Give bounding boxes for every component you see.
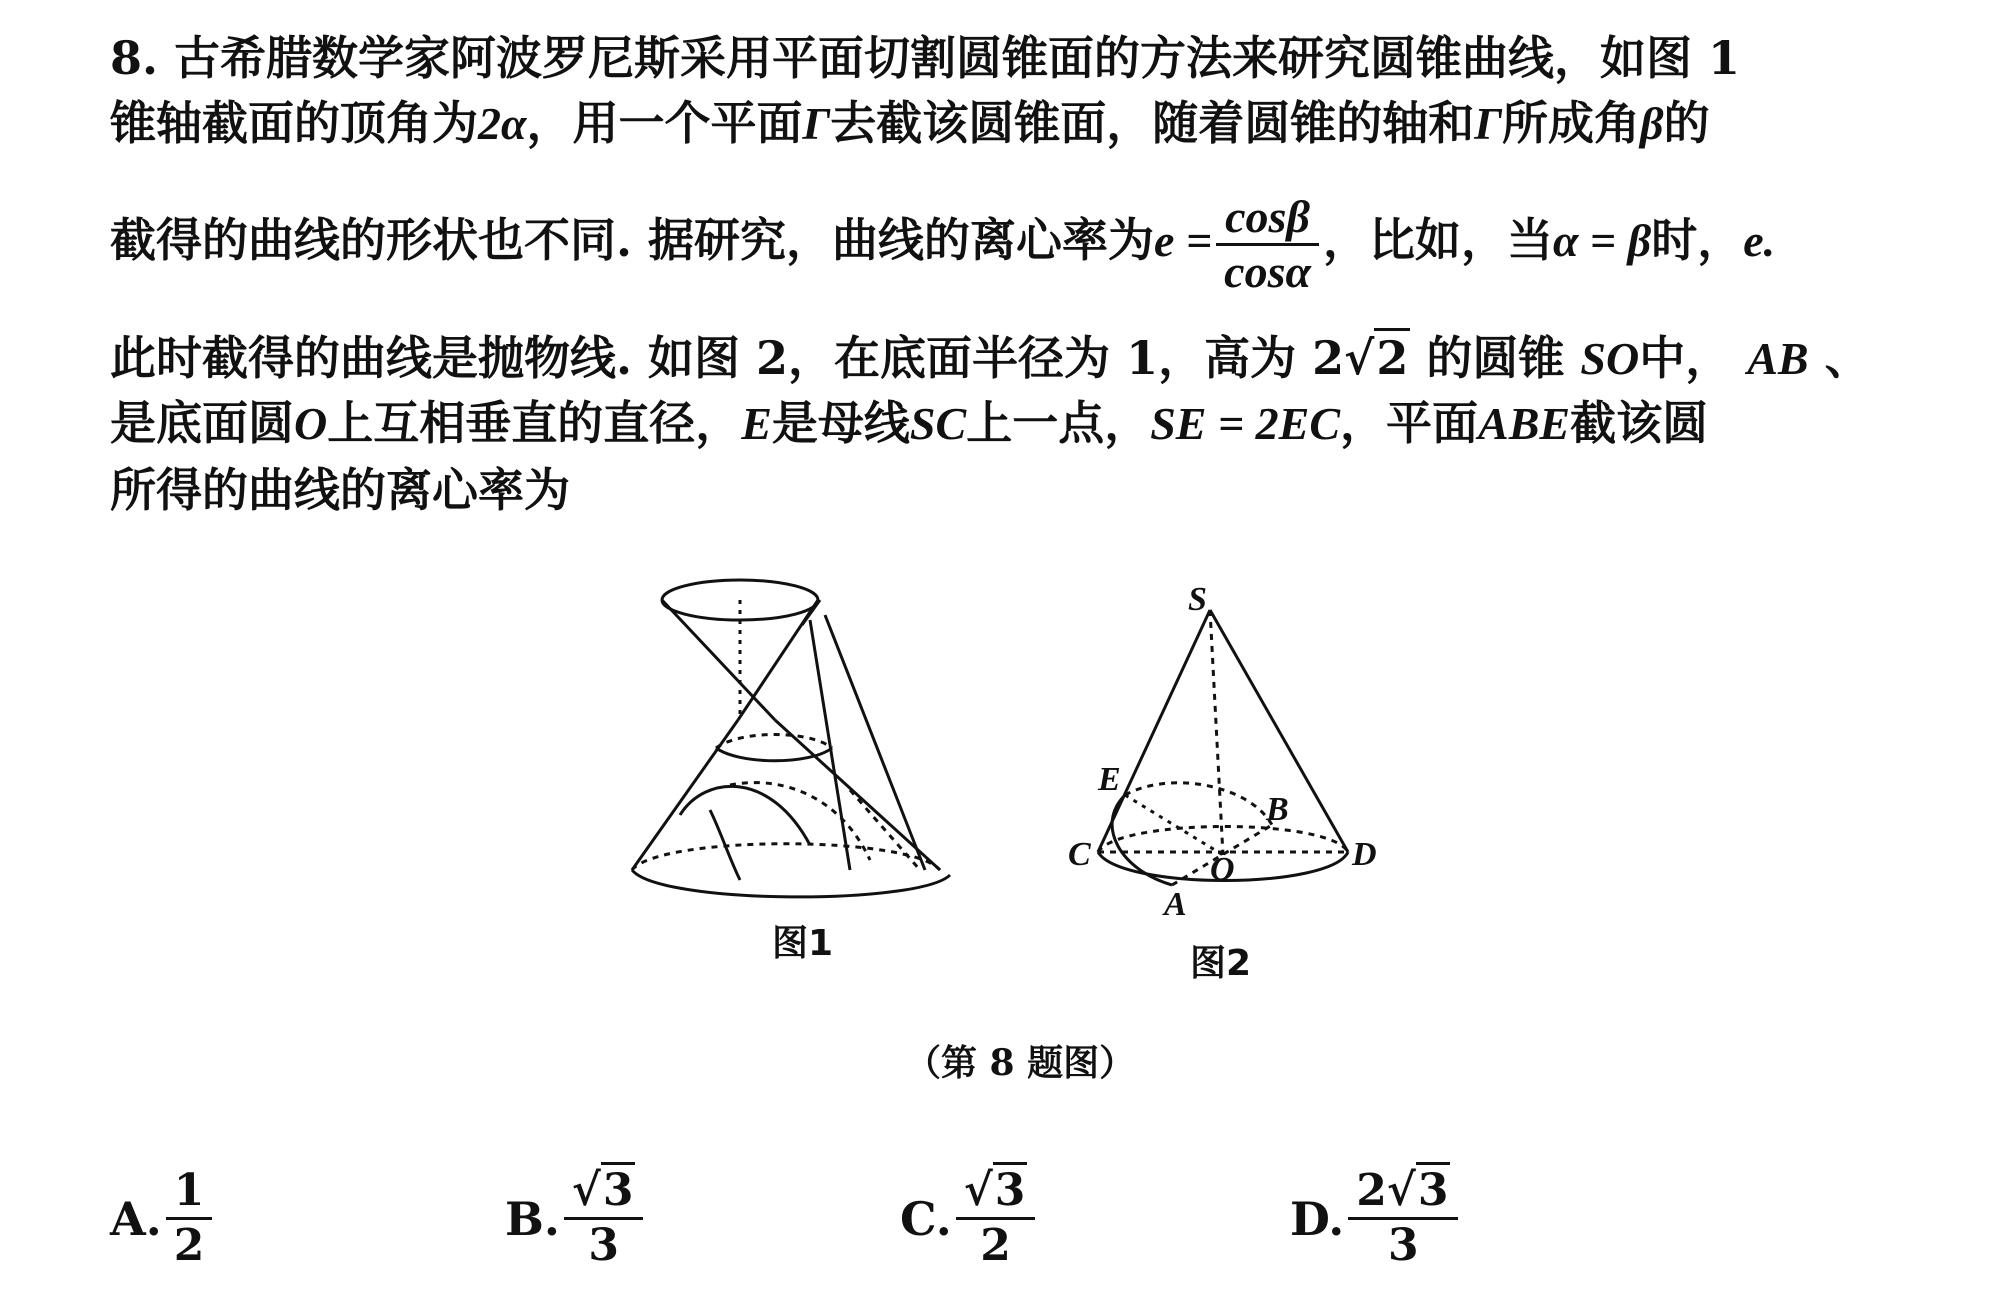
fraction-denominator: 2 [980,1220,1011,1271]
option-letter: D. [1290,1191,1345,1246]
question-line-4 [110,330,1871,387]
question-text: 锥轴截面的顶角为 [110,96,478,150]
option-fraction [564,1165,644,1272]
question-text: 时， [1651,213,1744,267]
figure-caption: （第 8 题图） [905,1042,1136,1084]
fraction-denominator: 3 [588,1220,619,1271]
option-fraction [166,1165,213,1272]
question-text: 所成角 [1502,96,1641,150]
question-text: 的圆锥 [1426,331,1565,385]
option-letter: B. [505,1191,560,1246]
math-e-equals: e = [1154,215,1213,266]
option-letter: C. [900,1191,952,1246]
question-text: 此时截得的曲线是抛物线. 如图 2，在底面半径为 1，高为 2 [110,331,1345,385]
option-fraction [956,1165,1036,1272]
question-text: 上互相垂直的直径， [327,396,742,450]
eccentricity-fraction [1216,191,1319,298]
question-text: ，用一个平面 [526,96,803,150]
sqrt-radicand: 3 [1416,1162,1451,1216]
math-gamma: Γ [1474,98,1503,149]
math-E: E [741,398,772,449]
math-SO: SO [1580,333,1640,384]
fraction-numerator: cosβ [1216,191,1319,246]
option-d[interactable] [1290,1165,1462,1272]
label-B: B [1266,791,1289,828]
sqrt-symbol: √2 [1344,330,1410,386]
label-S: S [1188,581,1207,618]
sqrt-radicand: 2 [1374,328,1410,385]
fraction-numerator: 2√3 [1348,1165,1458,1220]
figure-1-caption: 图1 [772,923,834,964]
option-b[interactable] [505,1165,647,1272]
figure-2-caption: 图2 [1190,943,1252,984]
math-SC: SC [909,398,967,449]
question-text: 截得的曲线的形状也不同. 据研究，曲线的离心率为 [110,213,1155,267]
figure-1-double-cone [620,570,980,910]
question-text: 是底面圆 [110,396,294,450]
sqrt-radicand: 3 [993,1162,1028,1216]
question-text: 是母线 [771,396,910,450]
option-letter: A. [110,1191,162,1246]
question-text: 8. 古希腊数学家阿波罗尼斯采用平面切割圆锥面的方法来研究圆锥曲线，如图 1 [110,31,1741,85]
question-text: ，平面 [1340,396,1479,450]
math-e: e. [1743,215,1776,266]
fraction-numerator: √3 [956,1165,1036,1220]
math-ABE: ABE [1478,398,1571,449]
math-alpha-equals-beta: α = β [1552,215,1652,266]
fraction-numerator: 1 [166,1165,213,1220]
fraction-numerator: √3 [564,1165,644,1220]
question-text: 的 [1663,96,1710,150]
question-text: 去截该圆锥面，随着圆锥的轴和 [830,96,1475,150]
question-line-2 [110,95,1710,152]
math-AB: AB [1747,333,1809,384]
question-text: 上一点， [966,396,1151,450]
fraction-denominator: 2 [173,1220,205,1271]
label-O: O [1210,851,1235,888]
question-line-6 [110,462,570,518]
option-c[interactable] [900,1165,1039,1272]
label-C: C [1068,836,1091,873]
math-SE-2EC: SE = 2EC [1150,398,1341,449]
question-text: 截该圆 [1570,396,1709,450]
question-text: ，比如，当 [1322,213,1553,267]
question-line-1 [110,30,1740,86]
figure-2-cone [1060,580,1400,920]
math-2alpha: 2α [478,98,527,149]
question-text: 、 [1824,331,1871,385]
label-D: D [1352,836,1377,873]
math-beta: β [1640,98,1664,149]
fraction-denominator: cosα [1224,245,1311,297]
math-O: O [294,398,328,449]
question-line-5 [110,395,1708,452]
question-text: 中， [1639,331,1732,385]
math-gamma: Γ [802,98,831,149]
fraction-denominator: 3 [1388,1220,1419,1271]
option-a[interactable] [110,1165,216,1272]
coefficient: 2 [1356,1165,1387,1216]
question-line-3 [110,180,1775,301]
question-text: 所得的曲线的离心率为 [110,463,570,517]
option-fraction [1348,1165,1458,1272]
label-E: E [1098,761,1121,798]
sqrt-radicand: 3 [601,1162,636,1216]
label-A: A [1164,886,1187,920]
